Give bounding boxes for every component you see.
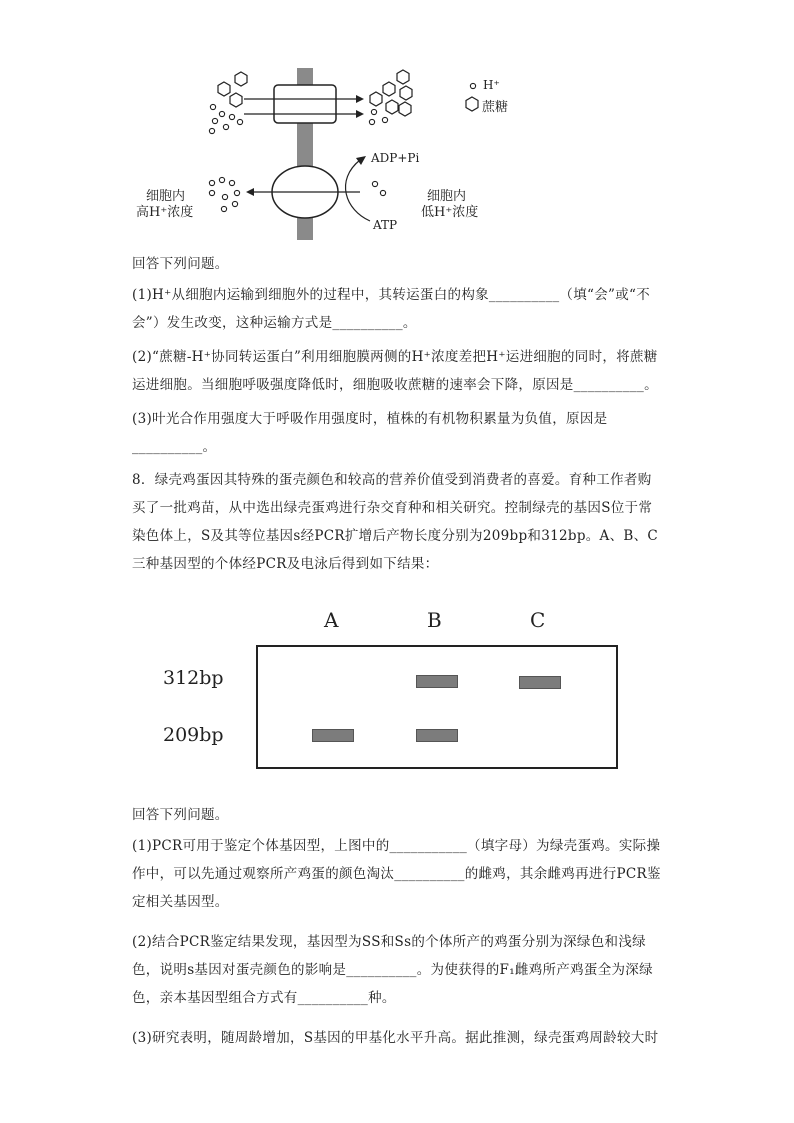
atp-label: ATP [373, 218, 398, 232]
lane-label-b: B [427, 608, 442, 632]
q7-part2: (2)“蔗糖-H⁺协同转运蛋白”利用细胞膜两侧的H⁺浓度差把H⁺运进细胞的同时，将蔗糖运进细胞。当细胞呼吸强度降低时，细胞吸收蔗糖的速率会下降，原因是__________。 [132, 349, 658, 393]
q8-part2: (2)结合PCR鉴定结果发现，基因型为SS和Ss的个体所产的鸡蛋分别为深绿色和浅绿色，说明s基因对蛋壳颜色的影响是__________。为使获得的F₁雌鸡所产鸡蛋全为深绿色，亲本基因型组合方式有__________种。 [132, 934, 653, 1006]
q8-intro: 回答下列问题。 [132, 807, 229, 823]
q8-stem: 8．绿壳鸡蛋因其特殊的蛋壳颜色和较高的营养价值受到消费者的喜爱。育种工作者购买了一批鸡苗，从中选出绿壳蛋鸡进行杂交育种和相关研究。控制绿壳的基因S位于常染色体上，S及其等位基因s经PCR扩增后产物长度分别为209bp和312bp。A、B、C三种基因型的个体经PCR及电泳后得到如下结果： [132, 472, 659, 572]
size-label-312: 312bp [163, 667, 224, 689]
h-ions-left-bottom [209, 177, 239, 211]
legend-h-symbol [470, 83, 475, 88]
gel-frame [256, 645, 618, 769]
lane-label-c: C [530, 608, 546, 632]
band-b-209 [416, 729, 458, 742]
legend-sucrose-label: 蔗糖 [482, 100, 509, 115]
q7-intro: 回答下列问题。 [132, 256, 229, 272]
band-a-209 [312, 729, 354, 742]
lane-label-a: A [324, 608, 339, 632]
q8-part3: (3)研究表明，随周龄增加，S基因的甲基化水平升高。据此推测，绿壳蛋鸡周龄较大时 [132, 1030, 659, 1046]
h-ions-right-bottom [372, 181, 385, 195]
q7-part3: (3)叶光合作用强度大于呼吸作用强度时，植株的有机物积累量为负值，原因是__________。 [132, 411, 608, 455]
sucrose-h-cotransporter [274, 85, 336, 123]
h-ions-left-top [209, 104, 242, 133]
legend-h-label: H⁺ [483, 78, 500, 92]
outside-label-2: 低H⁺浓度 [421, 205, 479, 220]
sucrose-molecules-right [370, 70, 412, 116]
h-ions-right-top [369, 109, 387, 124]
q8-part1: (1)PCR可用于鉴定个体基因型，上图中的___________（填字母）为绿壳蛋鸡。实际操作中，可以先通过观察所产鸡蛋的颜色淘汰__________的雌鸡，其余雌鸡再进行PCR鉴定相关基因型。 [132, 838, 661, 910]
inside-label-2: 高H⁺浓度 [136, 205, 194, 220]
q7-part1: (1)H⁺从细胞内运输到细胞外的过程中，其转运蛋白的构象__________（填“会”或“不会”）发生改变，这种运输方式是__________。 [132, 287, 651, 331]
outside-label-1: 细胞内 [427, 189, 467, 204]
sucrose-molecules-left [218, 72, 247, 107]
size-label-209: 209bp [163, 724, 224, 746]
inside-label-1: 细胞内 [146, 189, 186, 204]
band-b-312 [416, 675, 458, 688]
adp-label: ADP+Pi [371, 151, 420, 165]
legend-sucrose-symbol [466, 97, 478, 111]
band-c-312 [519, 676, 561, 689]
